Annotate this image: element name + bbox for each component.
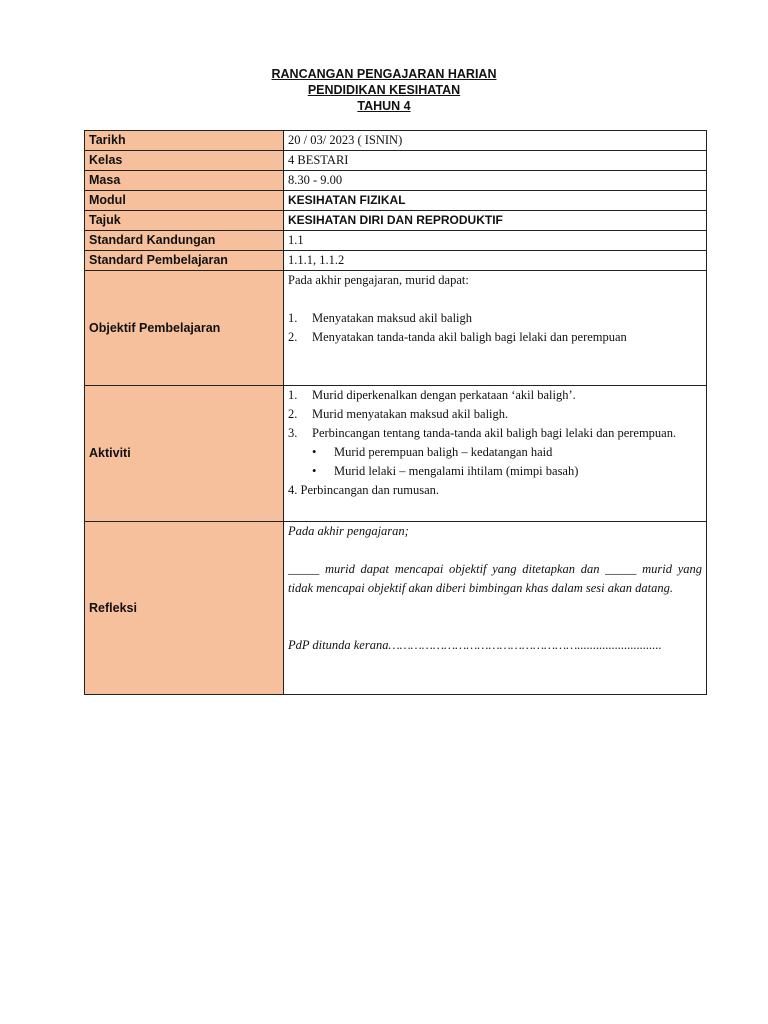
bullet-icon: • [312, 464, 317, 478]
row-standard-pembelajaran [85, 251, 707, 271]
refleksi-body: _____ murid dapat mencapai objektif yang ditetapkan dan _____ murid yang tidak mencapai objektif akan diberi bimbingan khas dalam sesi akan datang. [288, 562, 702, 595]
refleksi-ditunda: PdP ditunda kerana……………………………………………........................... [288, 638, 662, 652]
list-number: 1. [288, 388, 298, 402]
row-tarikh [85, 131, 707, 151]
row-tajuk [85, 211, 707, 231]
list-number: 2. [288, 407, 298, 421]
value-aktiviti [284, 386, 707, 522]
row-masa [85, 171, 707, 191]
bullet-text: Murid lelaki – mengalami ihtilam (mimpi basah) [334, 464, 579, 478]
label-objektif: Objektif Pembelajaran [85, 271, 284, 386]
label-aktiviti: Aktiviti [85, 386, 284, 522]
list-item [288, 309, 702, 328]
label-modul: Modul [85, 191, 284, 211]
row-refleksi [85, 522, 707, 695]
list-text: Murid menyatakan maksud akil baligh. [312, 407, 509, 421]
row-modul [85, 191, 707, 211]
label-standard-kandungan: Standard Kandungan [85, 231, 284, 251]
list-text: Murid diperkenalkan dengan perkataan ‘akil baligh’. [312, 388, 576, 402]
value-refleksi [284, 522, 707, 695]
bullet-item [288, 462, 702, 481]
row-kelas [85, 151, 707, 171]
list-text: Menyatakan maksud akil baligh [312, 311, 473, 325]
label-kelas: Kelas [85, 151, 284, 171]
value-kelas: 4 BESTARI [284, 151, 707, 171]
list-text: Menyatakan tanda-tanda akil baligh bagi lelaki dan perempuan [312, 330, 627, 344]
list-text: Perbincangan tentang tanda-tanda akil baligh bagi lelaki dan perempuan. [312, 426, 677, 440]
objektif-list [288, 309, 702, 347]
value-tarikh: 20 / 03/ 2023 ( ISNIN) [284, 131, 707, 151]
row-objektif [85, 271, 707, 386]
aktiviti-last: 4. Perbincangan dan rumusan. [288, 483, 440, 497]
document-header [0, 66, 768, 114]
list-number: 1. [288, 311, 298, 325]
list-item [288, 386, 702, 405]
value-standard-kandungan: 1.1 [284, 231, 707, 251]
header-subject: PENDIDIKAN KESIHATAN [307, 83, 461, 97]
label-tarikh: Tarikh [85, 131, 284, 151]
list-item [288, 424, 702, 443]
label-masa: Masa [85, 171, 284, 191]
list-number: 3. [288, 426, 298, 440]
label-refleksi: Refleksi [85, 522, 284, 695]
value-objektif [284, 271, 707, 386]
list-number: 2. [288, 330, 298, 344]
value-modul: KESIHATAN FIZIKAL [284, 191, 707, 211]
label-tajuk: Tajuk [85, 211, 284, 231]
label-standard-pembelajaran: Standard Pembelajaran [85, 251, 284, 271]
refleksi-intro: Pada akhir pengajaran; [288, 524, 409, 538]
header-title: RANCANGAN PENGAJARAN HARIAN [271, 67, 497, 81]
row-standard-kandungan [85, 231, 707, 251]
bullet-item [288, 443, 702, 462]
lesson-plan-table [84, 130, 707, 695]
bullet-icon: • [312, 445, 317, 459]
value-masa: 8.30 - 9.00 [284, 171, 707, 191]
bullet-text: Murid perempuan baligh – kedatangan haid [334, 445, 553, 459]
header-year: TAHUN 4 [357, 99, 411, 113]
list-item [288, 405, 702, 424]
row-aktiviti [85, 386, 707, 522]
value-standard-pembelajaran: 1.1.1, 1.1.2 [284, 251, 707, 271]
list-item [288, 328, 702, 347]
aktiviti-list [288, 386, 702, 443]
objektif-intro: Pada akhir pengajaran, murid dapat: [288, 273, 469, 287]
value-tajuk: KESIHATAN DIRI DAN REPRODUKTIF [284, 211, 707, 231]
